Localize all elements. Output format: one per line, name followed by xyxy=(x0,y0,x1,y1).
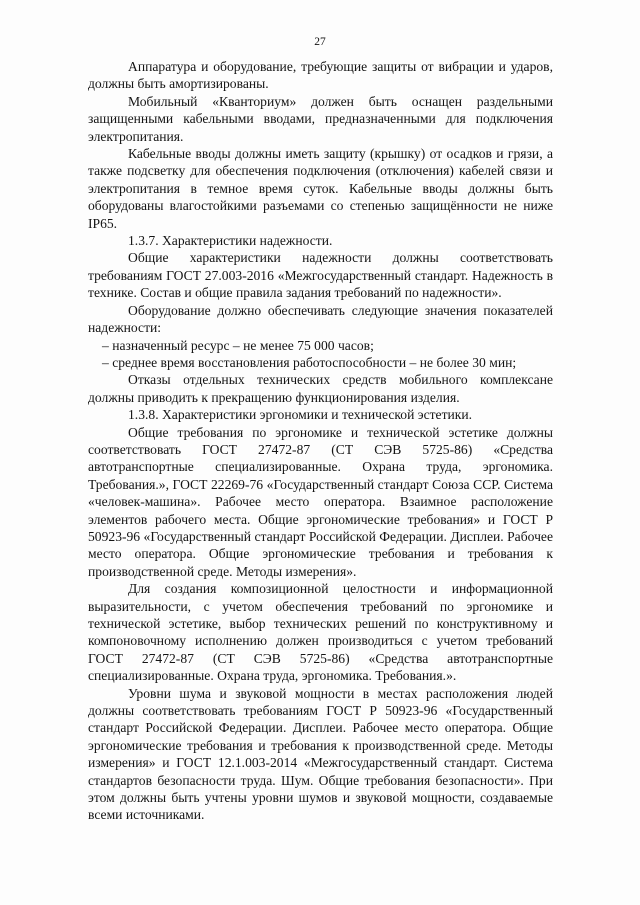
paragraph: Общие требования по эргономике и технической эстетике должны соответствовать ГОСТ 27472-87 (СТ СЭВ 5725-86) «Средства автотранспортные специализированные. Охрана труда, эргономика. Требования.», ГОСТ 22269-76 «Государственный стандарт Союза ССР. Система «человек-машина». Рабочее место оператора. Взаимное расположение элементов рабочего места. Общие эргономические требования» и ГОСТ Р 50923-96 «Государственный стандарт Российской Федерации. Дисплеи. Рабочее место оператора. Общие эргономические требования и требования к производственной среде. Методы измерения». xyxy=(88,424,553,579)
list-item: – назначенный ресурс – не менее 75 000 часов; xyxy=(102,337,374,353)
document-body xyxy=(88,58,553,824)
paragraph: Уровни шума и звуковой мощности в местах расположения людей должны соответствовать требованиям ГОСТ Р 50923-96 «Государственный стандарт Российской Федерации. Дисплеи. Рабочее место оператора. Общие эргономические требования и требования к производственной среде. Методы измерения» и ГОСТ 12.1.003-2014 «Межгосударственный стандарт. Система стандартов безопасности труда. Шум. Общие требования безопасности». При этом должны быть учтены уровни шумов и звуковой мощности, создаваемые всеми источниками. xyxy=(88,685,553,823)
paragraph: Оборудование должно обеспечивать следующие значения показателей надежности: xyxy=(88,302,553,336)
paragraph: Общие характеристики надежности должны соответствовать требованиям ГОСТ 27.003-2016 «Межгосударственный стандарт. Надежность в технике. Состав и общие правила задания требований по надежности». xyxy=(88,250,553,301)
page-number: 27 xyxy=(314,36,326,48)
paragraph: Аппаратура и оборудование, требующие защиты от вибрации и ударов, должны быть амортизированы. xyxy=(88,59,553,92)
section-heading: 1.3.7. Характеристики надежности. xyxy=(128,233,333,249)
paragraph: Кабельные вводы должны иметь защиту (крышку) от осадков и грязи, а также подсветку для обеспечения подключения (отключения) кабелей связи и электропитания в темное время суток. Кабельные вводы должны быть оборудованы влагостойкими разъемами со степенью защищённости не ниже IP65. xyxy=(88,146,553,231)
list-item: – среднее время восстановления работоспособности – не более 30 мин; xyxy=(102,354,517,370)
paragraph: Мобильный «Кванториум» должен быть оснащен раздельными защищенными кабельными вводами, предназначенными для подключения электропитания. xyxy=(88,93,553,144)
section-heading: 1.3.8. Характеристики эргономики и технической эстетики. xyxy=(128,407,473,423)
paragraph: Отказы отдельных технических средств мобильного комплексане должны приводить к прекращению функционирования изделия. xyxy=(88,372,553,405)
paragraph: Для создания композиционной целостности и информационной выразительности, с учетом обеспечения требований по эргономике и технической эстетике, выбор технических решений по конструктивному и компоновочному исполнению должен производиться с учетом требований ГОСТ 27472-87 (СТ СЭВ 5725-86) «Средства автотранспортные специализированные. Охрана труда, эргономика. Требования.». xyxy=(88,581,553,684)
